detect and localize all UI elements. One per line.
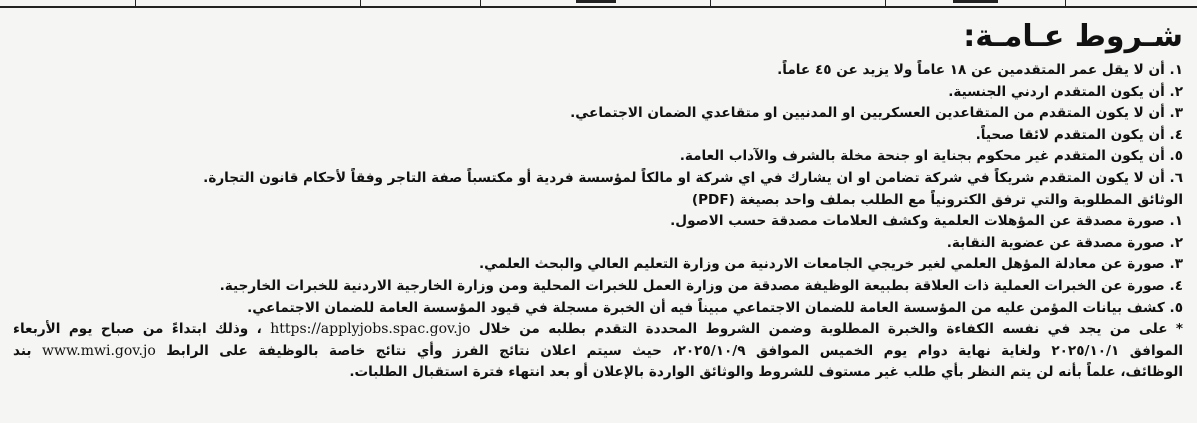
conditions-list <box>13 60 1183 384</box>
table-cell <box>1065 0 1197 6</box>
condition-line: ٣. أن لا يكون المتقدم من المتقاعدين العسكريين او المدنيين او متقاعدي الضمان الاجتماعي. <box>570 105 1183 122</box>
condition-line: ٥. أن يكون المتقدم غير محكوم بجناية او جنحة مخلة بالشرف والآداب العامة. <box>679 148 1183 165</box>
notice-line-1 <box>13 319 1183 341</box>
document-line: ٥. كشف بيانات المؤمن عليه من المؤسسة العامة للضمان الاجتماعي مبيناً فيه أن الخبرة مسجلة في قيود المؤسسة العامة للضمان الاجتماعي. <box>247 299 1183 316</box>
section-heading: شـروط عـامـة: <box>963 19 1183 54</box>
table-cell <box>360 0 480 6</box>
table-cell <box>480 0 710 6</box>
apply-url-link[interactable]: https://applyjobs.spac.gov.jo <box>270 321 471 338</box>
condition-line: ٢. أن يكون المتقدم اردني الجنسية. <box>948 83 1183 100</box>
document-line: ٤. صورة عن الخبرات العملية ذات العلاقة بطبيعة الوظيفة مصدقة من وزارة العمل للخبرات المحلية ومن وزارة الخارجية الاردنية للخبرات الخارجية. <box>219 277 1183 294</box>
notice-text: بند <box>13 342 32 359</box>
notice-line-2 <box>13 341 1183 363</box>
section-heading-wrap <box>963 18 1183 56</box>
table-cell <box>135 0 360 6</box>
table-cell <box>885 0 1065 6</box>
table-cell <box>710 0 885 6</box>
notice-text: الموافق ٢٠٢٥/١٠/١ ولغاية نهاية دوام يوم الخميس الموافق ٢٠٢٥/١٠/٩، حيث سيتم اعلان نتائج الفرز وأي نتائج خاصة بالوظيفة على الرابط <box>166 342 1183 359</box>
document-line: ٣. صورة عن معادلة المؤهل العلمي لغير خريجي الجامعات الاردنية من وزارة التعليم العالي والبحث العلمي. <box>478 256 1183 273</box>
condition-line: ١. أن لا يقل عمر المتقدمين عن ١٨ عاماً ولا يزيد عن ٤٥ عاماً. <box>777 62 1183 78</box>
document-line: ١. صورة مصدقة عن المؤهلات العلمية وكشف العلامات مصدقة حسب الاصول. <box>670 213 1183 230</box>
condition-line: ٤. أن يكون المتقدم لائقا صحياً. <box>975 126 1183 143</box>
document-line: ٢. صورة مصدقة عن عضوية النقابة. <box>946 234 1183 251</box>
notice-text: * على من يجد في نفسه الكفاءة والخبرة المطلوبة وضمن الشروط المحددة التقدم بطلبه من خلال <box>478 321 1183 338</box>
ministry-url-link[interactable]: www.mwi.gov.jo <box>41 342 156 359</box>
notice-line-3: الوظائف، علماً بأنه لن يتم النظر بأي طلب غير مستوف للشروط والوثائق الواردة بالإعلان أو بعد انتهاء فترة استقبال الطلبات. <box>349 364 1183 381</box>
condition-line: ٦. أن لا يكون المتقدم شريكاً في شركة تضامن او ان يشارك في اي شركة او مالكاً لمؤسسة فردية أو مكتسباً صفة التاجر وفقاً لأحكام قانون التجارة. <box>203 169 1183 186</box>
notice-text: ، وذلك ابتداءً من صباح يوم الأربعاء <box>13 321 262 338</box>
top-table-edge <box>0 0 1197 8</box>
table-cell <box>0 0 135 6</box>
documents-heading: الوثائق المطلوبة والتي ترفق الكترونياً مع الطلب بملف واحد بصيغة (PDF) <box>691 191 1183 208</box>
